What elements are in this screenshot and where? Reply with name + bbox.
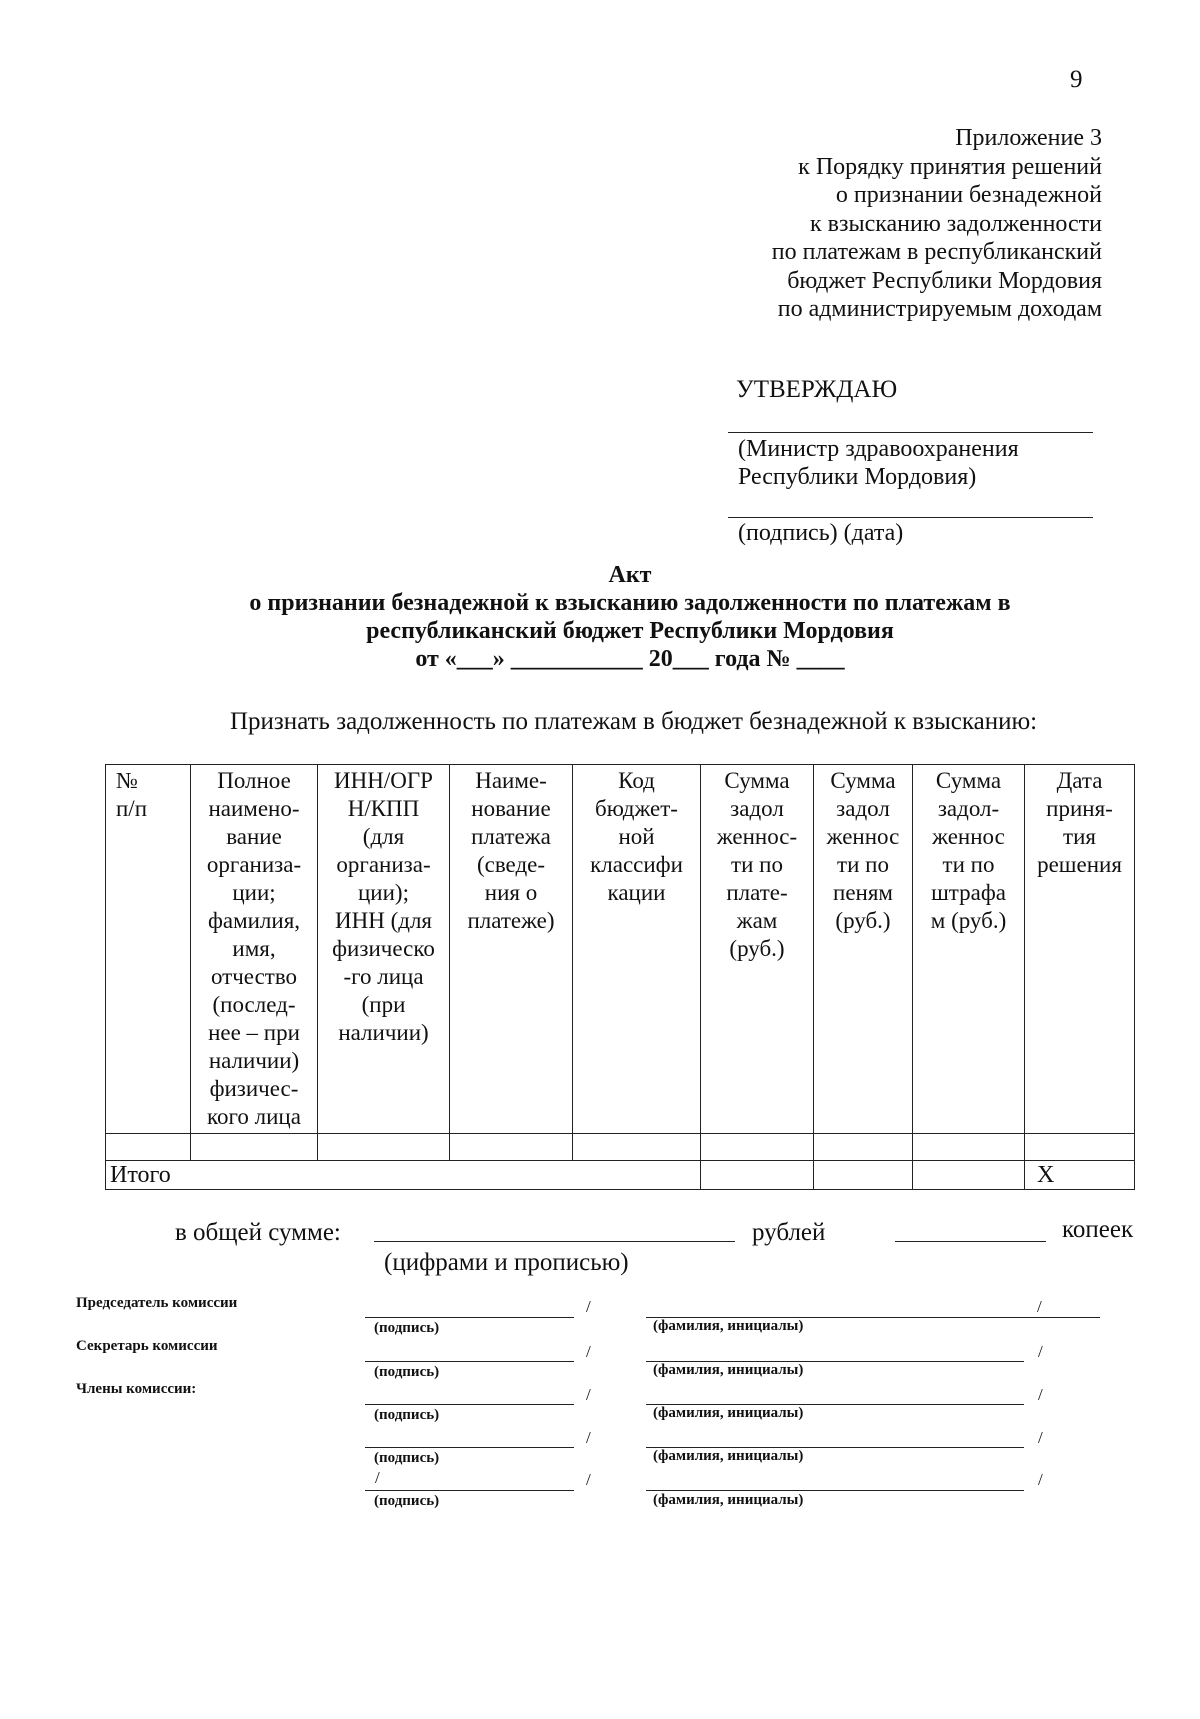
slash-separator: /: [1038, 1342, 1043, 1361]
signature-line[interactable]: [365, 1361, 574, 1362]
act-date-line: от «___» ___________ 20___ года № ____: [415, 646, 845, 672]
appendix-line: о признании безнадежной: [835, 182, 1102, 208]
name-caption: (фамилия, инициалы): [653, 1448, 804, 1464]
signature-line[interactable]: [365, 1317, 574, 1318]
col-header-budget-code: Код бюджет- ной классифи кации: [573, 765, 701, 1134]
signature-caption: (подпись): [374, 1364, 440, 1380]
name-line[interactable]: [646, 1490, 1024, 1491]
signature-line[interactable]: [365, 1447, 574, 1448]
appendix-block: [772, 124, 1102, 324]
act-heading: Акт: [608, 562, 652, 588]
appendix-line: по администрируемым доходам: [777, 296, 1102, 322]
table-cell[interactable]: [318, 1134, 450, 1161]
slash-separator: /: [586, 1297, 591, 1316]
col-header-sum-fines: Сумма задол- женнос ти по штрафа м (руб.): [913, 765, 1025, 1134]
appendix-line: по платежам в республиканский: [771, 239, 1102, 265]
members-label: Члены комиссии:: [76, 1381, 197, 1397]
total-sum-fines[interactable]: [913, 1161, 1025, 1190]
table-cell[interactable]: [1025, 1134, 1135, 1161]
table-cell[interactable]: [814, 1134, 913, 1161]
table-cell[interactable]: [701, 1134, 814, 1161]
table-cell[interactable]: [191, 1134, 318, 1161]
debt-table: [105, 764, 1135, 1190]
signature-line[interactable]: [365, 1404, 574, 1405]
signature-line[interactable]: [365, 1490, 574, 1491]
sum-note: (цифрами и прописью): [384, 1249, 629, 1276]
total-sum-label: в общей сумме:: [175, 1219, 341, 1246]
appendix-line: бюджет Республики Мордовия: [787, 267, 1102, 294]
col-header-sum-penalties: Сумма задол женнос ти по пеням (руб.): [814, 765, 913, 1134]
approval-role: [738, 435, 1019, 491]
page-number: 9: [1070, 66, 1083, 93]
approval-title: УТВЕРЖДАЮ: [736, 376, 898, 403]
rubles-blank-line[interactable]: [374, 1241, 735, 1242]
name-caption: (фамилия, инициалы): [653, 1362, 804, 1378]
rubles-label: рублей: [752, 1219, 826, 1246]
secretary-label: Секретарь комиссии: [76, 1338, 218, 1354]
signature-caption: (подпись): [374, 1450, 440, 1466]
chairman-label: Председатель комиссии: [76, 1295, 238, 1311]
col-header-payment: Наиме- нование платежа (сведе- ния о платеже): [450, 765, 573, 1134]
act-subtitle-line: республиканский бюджет Республики Мордовия: [366, 618, 894, 644]
total-date-mark: X: [1025, 1161, 1135, 1190]
approval-role-line: (Министр здравоохранения: [738, 436, 1019, 462]
col-header-decision-date: Дата приня- тия решения: [1025, 765, 1135, 1134]
slash-separator: /: [1037, 1297, 1042, 1316]
table-cell[interactable]: [913, 1134, 1025, 1161]
approval-signature-caption: (подпись) (дата): [738, 520, 904, 546]
col-header-number: № п/п: [106, 765, 191, 1134]
approval-role-line: Республики Мордовия): [738, 464, 977, 490]
col-header-inn: ИНН/ОГР Н/КПП (для организа- ции); ИНН (для физическо -го лица (при наличии): [318, 765, 450, 1134]
slash-separator: /: [586, 1385, 591, 1404]
table-cell[interactable]: [573, 1134, 701, 1161]
slash-separator: /: [1038, 1385, 1043, 1404]
name-caption: (фамилия, инициалы): [653, 1492, 804, 1508]
act-subtitle-line: о признании безнадежной к взысканию задолженности по платежам в: [249, 590, 1011, 616]
signature-caption: (подпись): [374, 1407, 440, 1423]
total-sum-penalties[interactable]: [814, 1161, 913, 1190]
table-cell[interactable]: [450, 1134, 573, 1161]
table-total-row: [106, 1161, 1135, 1190]
table-cell[interactable]: [106, 1134, 191, 1161]
appendix-line: к взысканию задолженности: [809, 210, 1102, 237]
approval-signature-line: [728, 432, 1093, 433]
slash-separator: /: [375, 1468, 380, 1487]
signature-caption: (подпись): [374, 1320, 440, 1336]
appendix-line: Приложение 3: [955, 125, 1102, 151]
kopecks-blank-line[interactable]: [895, 1241, 1046, 1242]
kopecks-label: копеек: [1062, 1216, 1134, 1243]
name-caption: (фамилия, инициалы): [653, 1318, 804, 1334]
total-label: Итого: [106, 1161, 701, 1190]
intro-text: Признать задолженность по платежам в бюджет безнадежной к взысканию:: [230, 708, 1038, 735]
slash-separator: /: [586, 1470, 591, 1489]
col-header-name: Полное наимено- вание организа- ции; фамилия, имя, отчество (послед- нее – при наличии) физичес- кого лица: [191, 765, 318, 1134]
name-caption: (фамилия, инициалы): [653, 1405, 804, 1421]
slash-separator: /: [586, 1342, 591, 1361]
approval-date-line: [728, 517, 1093, 518]
signature-caption: (подпись): [374, 1493, 440, 1509]
col-header-sum-payments: Сумма задол женнос- ти по плате- жам (руб.): [701, 765, 814, 1134]
slash-separator: /: [1038, 1428, 1043, 1447]
slash-separator: /: [586, 1428, 591, 1447]
slash-separator: /: [1038, 1470, 1043, 1489]
table-row: [106, 1134, 1135, 1161]
appendix-line: к Порядку принятия решений: [798, 153, 1102, 180]
table-header-row: [106, 765, 1135, 1134]
total-sum-payments[interactable]: [701, 1161, 814, 1190]
